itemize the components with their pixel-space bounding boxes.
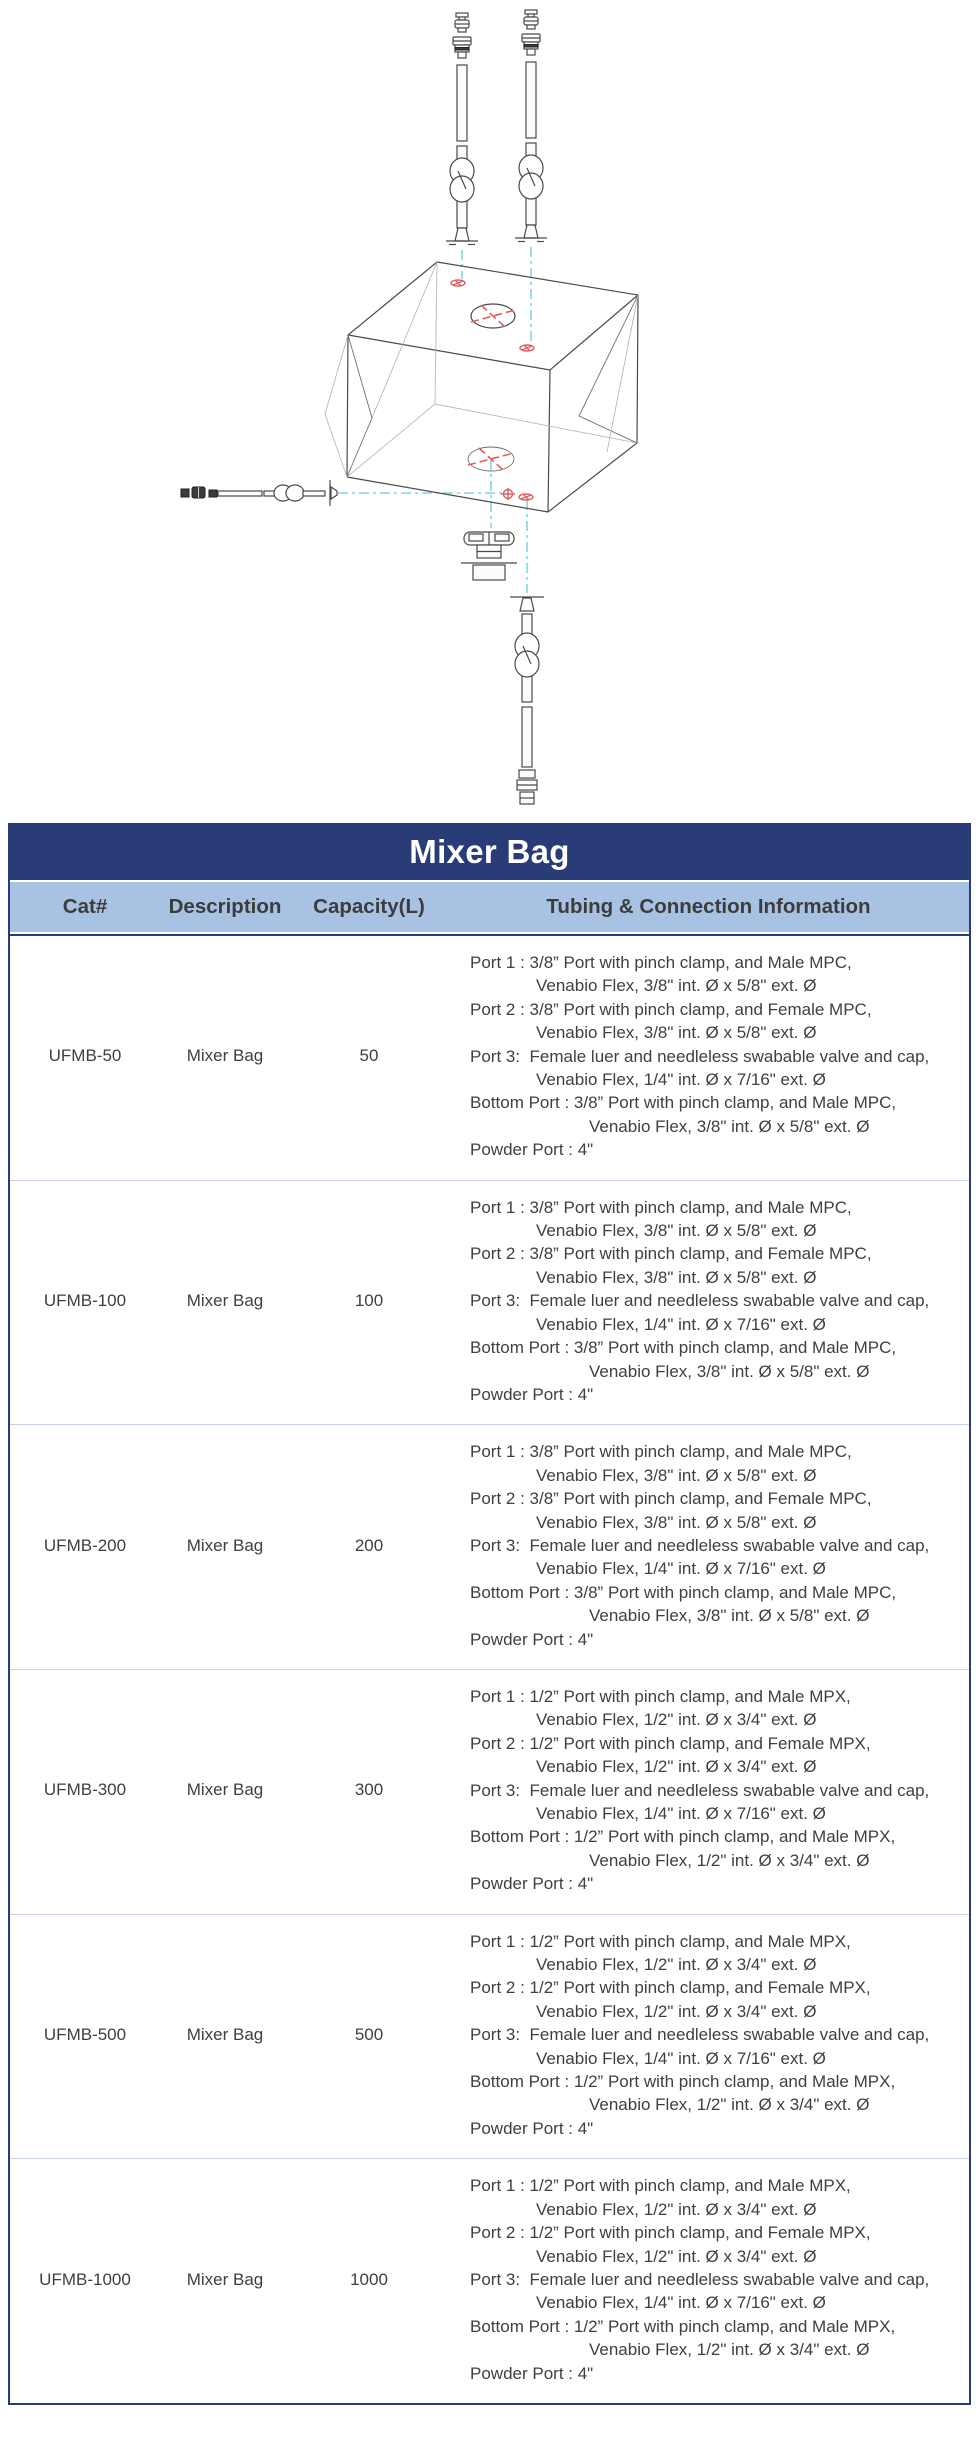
tubing-info	[448, 1196, 969, 1407]
tubing-line: Port 2 : 3/8” Port with pinch clamp, and Female MPC,	[470, 1244, 872, 1264]
mixer-bag-exploded-diagram	[0, 0, 979, 823]
tubing-line: Venabio Flex, 1/2" int. Ø x 3/4" ext. Ø	[589, 2340, 870, 2360]
tubing-line: Bottom Port : 1/2” Port with pinch clamp, and Male MPX,	[470, 1827, 896, 1847]
table-row	[10, 1180, 969, 1425]
tubing-line: Port 3: Female luer and needleless swabable valve and cap,	[470, 2025, 930, 2045]
table-header-row	[10, 882, 969, 934]
tubing-info	[448, 1440, 969, 1651]
tubing-line: Venabio Flex, 1/4" int. Ø x 7/16" ext. Ø	[536, 2048, 826, 2068]
top-port-tube-assembly-left	[446, 13, 478, 245]
tubing-line: Port 2 : 3/8” Port with pinch clamp, and Female MPC,	[470, 999, 872, 1019]
table-row	[10, 1424, 969, 1669]
tubing-line: Port 2 : 1/2” Port with pinch clamp, and Female MPX,	[470, 1978, 871, 1998]
column-header-tubing: Tubing & Connection Information	[546, 895, 871, 918]
cat-number: UFMB-200	[43, 1535, 127, 1555]
tubing-line: Bottom Port : 3/8” Port with pinch clamp, and Male MPC,	[470, 1338, 897, 1358]
capacity: 100	[354, 1290, 384, 1310]
column-header-description: Description	[168, 895, 282, 918]
cat-number: UFMB-500	[43, 2024, 127, 2044]
tubing-line: Bottom Port : 3/8” Port with pinch clamp, and Male MPC,	[470, 1582, 897, 1602]
tubing-info	[448, 951, 969, 1162]
tubing-line: Venabio Flex, 1/4" int. Ø x 7/16" ext. Ø	[536, 2293, 826, 2313]
cat-number: UFMB-1000	[39, 2269, 131, 2289]
tubing-line: Powder Port : 4"	[470, 2363, 594, 2383]
table-row	[10, 1669, 969, 1914]
powder-port-cap	[461, 532, 517, 580]
tubing-line: Port 2 : 3/8” Port with pinch clamp, and Female MPC,	[470, 1489, 872, 1509]
tubing-line: Venabio Flex, 1/2" int. Ø x 3/4" ext. Ø	[536, 1757, 817, 1777]
tubing-line: Port 1 : 1/2” Port with pinch clamp, and Male MPX,	[470, 2176, 851, 2196]
tubing-line: Port 2 : 1/2” Port with pinch clamp, and Female MPX,	[470, 2223, 871, 2243]
description: Mixer Bag	[186, 1780, 264, 1800]
description: Mixer Bag	[186, 1535, 264, 1555]
description: Mixer Bag	[186, 1046, 264, 1066]
tubing-line: Port 3: Female luer and needleless swabable valve and cap,	[470, 1291, 930, 1311]
tubing-line: Venabio Flex, 1/4" int. Ø x 7/16" ext. Ø	[536, 1559, 826, 1579]
column-header-cat: Cat#	[62, 895, 108, 918]
tubing-line: Venabio Flex, 3/8" int. Ø x 5/8" ext. Ø	[536, 1267, 817, 1287]
tubing-line: Venabio Flex, 1/4" int. Ø x 7/16" ext. Ø	[536, 1804, 826, 1823]
side-port-tube-assembly	[181, 480, 337, 506]
column-header-capacity: Capacity(L)	[313, 895, 425, 918]
tubing-line: Port 3: Female luer and needleless swabable valve and cap,	[470, 1046, 930, 1066]
powder-port-top-ellipse	[471, 304, 515, 328]
tubing-line: Venabio Flex, 3/8" int. Ø x 5/8" ext. Ø	[536, 976, 817, 996]
tubing-line: Port 1 : 3/8” Port with pinch clamp, and Male MPC,	[470, 953, 852, 972]
tubing-line: Bottom Port : 1/2” Port with pinch clamp, and Male MPX,	[470, 2072, 896, 2092]
tubing-line: Venabio Flex, 3/8" int. Ø x 5/8" ext. Ø	[589, 1116, 870, 1136]
tubing-line: Port 1 : 3/8” Port with pinch clamp, and Male MPC,	[470, 1442, 852, 1462]
tubing-info	[448, 2174, 969, 2385]
tubing-line: Venabio Flex, 1/2" int. Ø x 3/4" ext. Ø	[536, 2199, 817, 2219]
cat-number: UFMB-50	[48, 1046, 122, 1066]
cat-number: UFMB-100	[43, 1290, 127, 1310]
tubing-line: Venabio Flex, 1/2" int. Ø x 3/4" ext. Ø	[536, 1710, 817, 1730]
top-port-tube-assembly-right	[515, 10, 547, 242]
tubing-line: Venabio Flex, 1/2" int. Ø x 3/4" ext. Ø	[589, 2095, 870, 2115]
tubing-line: Port 1 : 1/2” Port with pinch clamp, and Male MPX,	[470, 1686, 851, 1706]
table-row	[10, 1914, 969, 2159]
table-title: Mixer Bag	[10, 825, 969, 882]
tubing-line: Powder Port : 4"	[470, 1140, 594, 1160]
tubing-line: Venabio Flex, 3/8" int. Ø x 5/8" ext. Ø	[589, 1606, 870, 1626]
tubing-line: Powder Port : 4"	[470, 1384, 594, 1404]
tubing-line: Venabio Flex, 1/2" int. Ø x 3/4" ext. Ø	[589, 1850, 870, 1870]
tubing-line: Bottom Port : 3/8” Port with pinch clamp, and Male MPC,	[470, 1093, 897, 1113]
tubing-line: Port 3: Female luer and needleless swabable valve and cap,	[470, 1780, 930, 1800]
capacity: 500	[354, 2024, 384, 2044]
tubing-info	[448, 1930, 969, 2141]
capacity: 300	[354, 1780, 384, 1800]
tubing-line: Port 2 : 1/2” Port with pinch clamp, and Female MPX,	[470, 1733, 871, 1753]
tubing-line: Port 1 : 3/8” Port with pinch clamp, and Male MPC,	[470, 1197, 852, 1217]
tubing-line: Powder Port : 4"	[470, 2118, 594, 2138]
table-body	[10, 934, 969, 2403]
mixer-bag-3d-outline	[325, 262, 638, 512]
tubing-line: Port 3: Female luer and needleless swabable valve and cap,	[470, 1535, 930, 1555]
description: Mixer Bag	[186, 1290, 264, 1310]
tubing-line: Venabio Flex, 3/8" int. Ø x 5/8" ext. Ø	[589, 1361, 870, 1381]
tubing-line: Bottom Port : 1/2” Port with pinch clamp, and Male MPX,	[470, 2316, 896, 2336]
tubing-line: Venabio Flex, 3/8" int. Ø x 5/8" ext. Ø	[536, 1023, 817, 1043]
port-markers	[451, 280, 534, 500]
tubing-line: Powder Port : 4"	[470, 1874, 594, 1894]
tubing-line: Venabio Flex, 3/8" int. Ø x 5/8" ext. Ø	[536, 1221, 817, 1241]
capacity: 1000	[350, 2269, 388, 2289]
bottom-port-tube-assembly	[510, 597, 544, 804]
tubing-line: Venabio Flex, 1/2" int. Ø x 3/4" ext. Ø	[536, 2246, 817, 2266]
tubing-line: Venabio Flex, 1/2" int. Ø x 3/4" ext. Ø	[536, 1955, 817, 1975]
tubing-info	[448, 1685, 969, 1896]
tubing-line: Venabio Flex, 1/4" int. Ø x 7/16" ext. Ø	[536, 1070, 826, 1090]
tubing-line: Powder Port : 4"	[470, 1629, 594, 1649]
tubing-line: Port 3: Female luer and needleless swabable valve and cap,	[470, 2269, 930, 2289]
capacity: 200	[354, 1535, 384, 1555]
tubing-line: Venabio Flex, 3/8" int. Ø x 5/8" ext. Ø	[536, 1465, 817, 1485]
table-row	[10, 2158, 969, 2403]
description: Mixer Bag	[186, 2269, 264, 2289]
diagram-area	[0, 0, 979, 823]
cat-number: UFMB-300	[43, 1780, 127, 1800]
table-row	[10, 936, 969, 1180]
capacity: 50	[359, 1046, 379, 1066]
tubing-line: Port 1 : 1/2” Port with pinch clamp, and Male MPX,	[470, 1931, 851, 1951]
tubing-line: Venabio Flex, 3/8" int. Ø x 5/8" ext. Ø	[536, 1512, 817, 1532]
spec-table	[8, 823, 971, 2405]
tubing-line: Venabio Flex, 1/2" int. Ø x 3/4" ext. Ø	[536, 2001, 817, 2021]
tubing-line: Venabio Flex, 1/4" int. Ø x 7/16" ext. Ø	[536, 1314, 826, 1334]
description: Mixer Bag	[186, 2024, 264, 2044]
